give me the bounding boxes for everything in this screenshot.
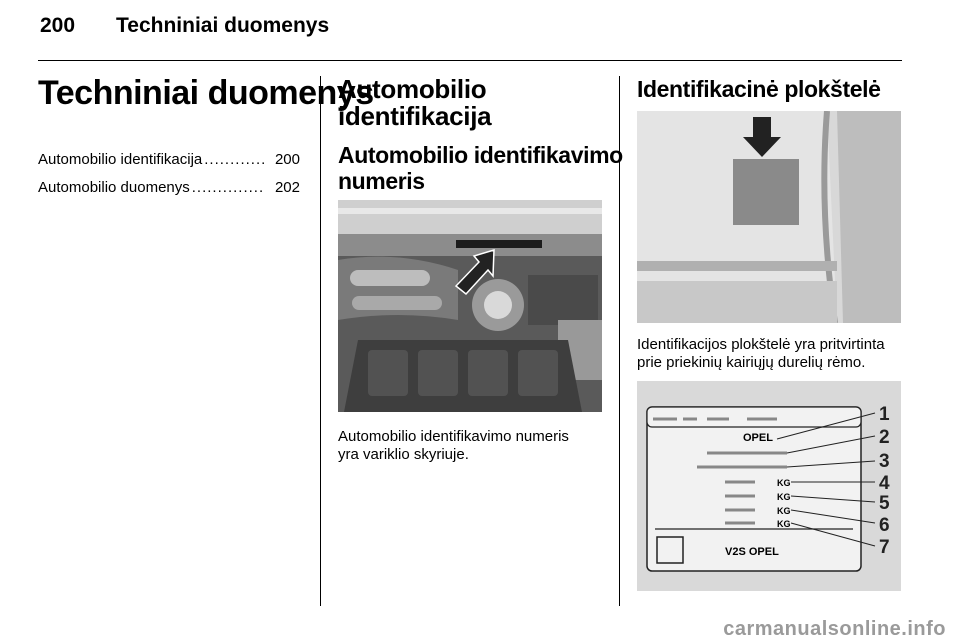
caption-line: Automobilio identifikavimo numeris bbox=[338, 428, 569, 445]
toc-entry-leader: .............. bbox=[191, 179, 265, 196]
plate-kg-label: KG bbox=[777, 506, 791, 516]
toc-entry-page: 200 bbox=[274, 151, 300, 168]
plate-brand: OPEL bbox=[743, 432, 773, 444]
callout-number: 3 bbox=[879, 451, 890, 472]
plate-kg-label: KG bbox=[777, 478, 791, 488]
header-divider bbox=[38, 60, 902, 61]
section-heading-line: identifikacija bbox=[338, 101, 492, 131]
plate-bottom-text: V2S OPEL bbox=[725, 546, 779, 558]
page-number: 200 bbox=[40, 14, 76, 37]
section-heading-line: Automobilio bbox=[338, 74, 487, 104]
watermark: carmanualsonline.info bbox=[723, 618, 946, 640]
plate-kg-label: KG bbox=[777, 492, 791, 502]
engine-photo-caption bbox=[338, 428, 569, 464]
plate-caption bbox=[637, 336, 885, 372]
identification-plate-diagram bbox=[637, 381, 901, 591]
callout-number: 7 bbox=[879, 537, 890, 558]
toc-entry[interactable] bbox=[38, 178, 300, 198]
subsection-heading-line: numeris bbox=[338, 168, 425, 194]
column-divider-left bbox=[320, 76, 321, 606]
plate-heading: Identifikacinė plokštelė bbox=[637, 76, 881, 102]
toc-entry[interactable] bbox=[38, 150, 300, 170]
engine-bay-photo bbox=[338, 200, 602, 412]
subsection-heading-line: Automobilio identifikavimo bbox=[338, 142, 623, 168]
callout-number: 5 bbox=[879, 493, 890, 514]
toc-entry-page: 202 bbox=[274, 179, 300, 196]
plate-kg-label: KG bbox=[777, 519, 791, 529]
caption-line: prie priekinių kairiųjų durelių rėmo. bbox=[637, 354, 866, 371]
callout-numbers bbox=[879, 404, 890, 558]
callout-number: 4 bbox=[879, 473, 890, 494]
caption-line: yra variklio skyriuje. bbox=[338, 446, 469, 463]
section-heading bbox=[338, 76, 491, 130]
callout-number: 6 bbox=[879, 515, 890, 536]
toc-entry-label: Automobilio identifikacija bbox=[38, 151, 203, 168]
chapter-title: Techniniai duomenys bbox=[38, 74, 374, 112]
toc-entry-leader: ............ bbox=[204, 151, 267, 168]
door-frame-photo bbox=[637, 111, 901, 323]
callout-number: 2 bbox=[879, 427, 890, 448]
subsection-heading bbox=[338, 142, 623, 194]
running-header: Techniniai duomenys bbox=[116, 14, 330, 37]
toc-entry-label: Automobilio duomenys bbox=[38, 179, 190, 196]
callout-number: 1 bbox=[879, 404, 890, 425]
caption-line: Identifikacijos plokštelė yra pritvirtinta bbox=[637, 336, 885, 353]
